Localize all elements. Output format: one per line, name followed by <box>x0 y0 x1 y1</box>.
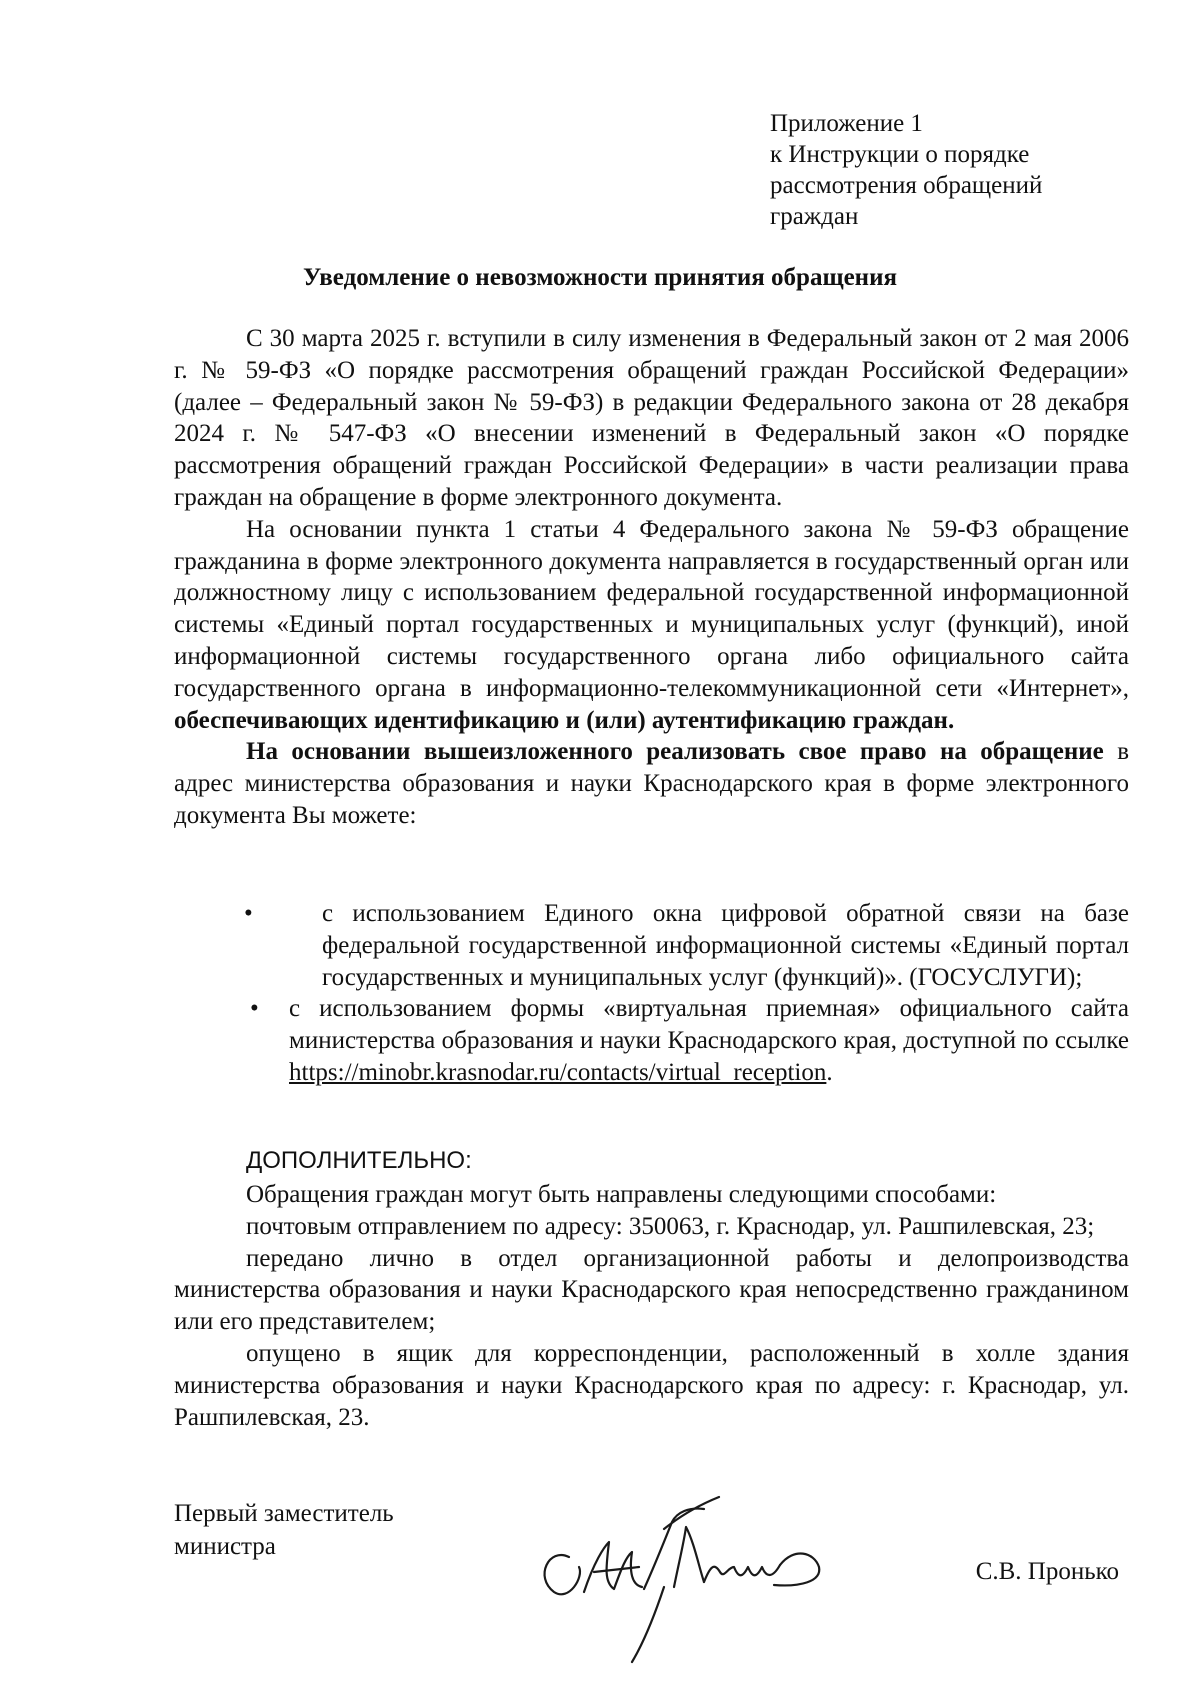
list-item-virtual-reception-text: с использованием формы «виртуальная приемная» официального сайта министерства образования и науки Краснодарского края, доступной по ссылке <box>289 995 1129 1055</box>
signature-block <box>174 1497 1129 1657</box>
paragraph-right-bold: На основании вышеизложенного реализовать свое право на обращение <box>246 738 1104 766</box>
annex-header <box>770 108 1130 232</box>
paragraph-legal-basis-bold: обеспечивающих идентификацию и (или) аутентификацию граждан. <box>174 706 955 734</box>
list-item-gosuslugi <box>174 898 1129 993</box>
annex-line-3: рассмотрения обращений <box>770 172 1043 199</box>
document-title: Уведомление о невозможности принятия обращения <box>303 264 897 291</box>
body-text <box>174 323 1129 832</box>
method-mailbox: опущено в ящик для корреспонденции, расположенный в холле здания министерства образования и науки Краснодарского края по адресу: г. Краснодар, ул. Рашпилевская, 23. <box>174 1339 1129 1431</box>
paragraph-law-changes: С 30 марта 2025 г. вступили в силу изменения в Федеральный закон от 2 мая 2006 г. № 59-ФЗ «О порядке рассмотрения обращений граждан Российской Федерации» (далее – Федеральный закон № 59-ФЗ) в редакции Федерального закона от 28 декабря 2024 г. № 547-ФЗ «О внесении изменений в Федеральный закон «О порядке рассмотрения обращений граждан Российской Федерации» в части реализации права граждан на обращение в форме электронного документа. <box>174 325 1129 511</box>
bullet-icon: • <box>250 995 259 1023</box>
signatory-position <box>174 1497 394 1563</box>
method-in-person: передано лично в отдел организационной работы и делопроизводства министерства образования и науки Краснодарского края непосредственно гражданином или его представителем; <box>174 1244 1129 1336</box>
list-item-end: . <box>826 1058 833 1086</box>
method-postal: почтовым отправлением по адресу: 350063, г. Краснодар, ул. Рашпилевская, 23; <box>246 1212 1095 1240</box>
list-item-virtual-reception <box>174 993 1129 1088</box>
signatory-name: С.В. Пронько <box>975 1558 1119 1585</box>
paragraph-right-to-appeal <box>174 736 1129 831</box>
paragraph-right-text: в адрес министерства образования и науки Краснодарского края в форме электронного документа Вы можете: <box>174 738 1130 829</box>
virtual-reception-link[interactable]: https://minobr.krasnodar.ru/contacts/virtual_reception <box>289 1058 827 1086</box>
annex-line-2: к Инструкции о порядке <box>770 141 1030 168</box>
additional-intro: Обращения граждан могут быть направлены следующими способами: <box>246 1181 997 1208</box>
paragraph-legal-basis <box>174 514 1129 737</box>
signatory-position-line-2: министра <box>174 1533 276 1560</box>
bullet-icon: • <box>244 900 253 927</box>
paragraph-legal-basis-text: На основании пункта 1 статьи 4 Федерального закона № 59-ФЗ обращение гражданина в форме электронного документа направляется в государственный орган или должностному лицу с использованием федеральной государственной информационной системы «Единый портал государственных и муниципальных услуг (функций), иной информационной системы государственного органа либо официального сайта государственного органа в информационно-телекоммуникационной сети «Интернет», <box>174 515 1129 702</box>
additional-heading: ДОПОЛНИТЕЛЬНО: <box>246 1147 472 1174</box>
appeal-methods-list <box>174 898 1129 1089</box>
annex-line-1: Приложение 1 <box>770 110 923 137</box>
additional-section <box>174 1143 1129 1433</box>
handwritten-signature-icon <box>514 1467 834 1667</box>
signatory-position-line-1: Первый заместитель <box>174 1500 394 1527</box>
list-item-gosuslugi-text: с использованием Единого окна цифровой обратной связи на базе федеральной государственной информационной системы «Единый портал государственных и муниципальных услуг (функций)». (ГОСУСЛУГИ); <box>322 900 1129 991</box>
annex-line-4: граждан <box>770 203 859 230</box>
